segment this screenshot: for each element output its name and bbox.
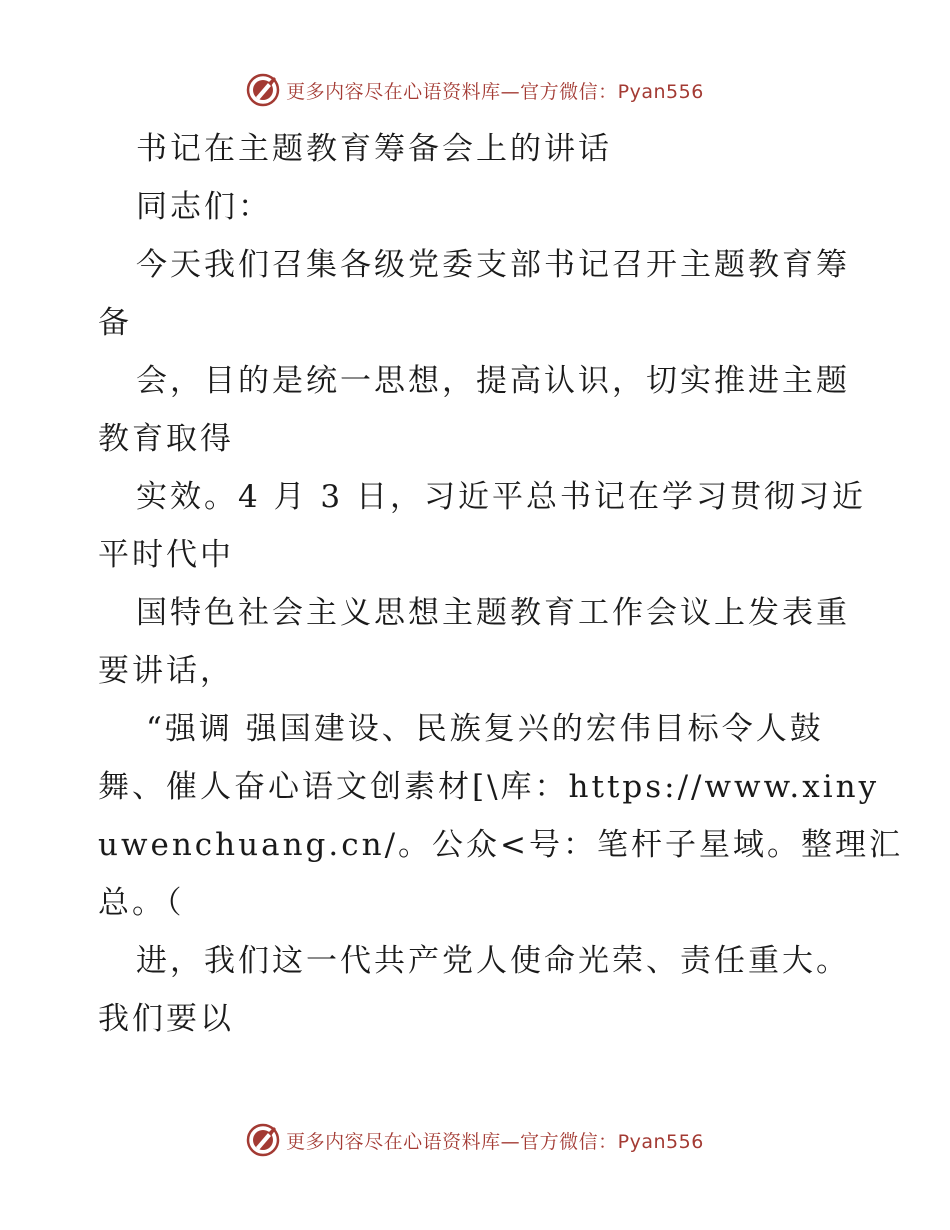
footer-watermark (0, 1120, 950, 1160)
paragraph-line: “强调 强国建设、民族复兴的宏伟目标令人鼓 (146, 711, 824, 747)
watermark-text (286, 1127, 704, 1154)
paragraph-line: 备 (98, 305, 132, 341)
paragraph-line: 平时代中 (98, 537, 234, 573)
paragraph-line: 教育取得 (98, 421, 234, 457)
document-body (98, 120, 903, 1048)
watermark-handle: Pyan556 (617, 80, 704, 103)
paragraph-line: 要讲话， (98, 653, 234, 689)
pen-nib-circle-icon (246, 1123, 280, 1157)
paragraph-line: 国特色社会主义思想主题教育工作会议上发表重 (136, 595, 850, 631)
watermark-handle: Pyan556 (617, 1130, 704, 1153)
paragraph-line: 我们要以 (98, 1001, 234, 1037)
header-watermark (0, 70, 950, 110)
paragraph-line: 进，我们这一代共产党人使命光荣、责任重大。 (136, 943, 850, 979)
paragraph-line: 会，目的是统一思想，提高认识，切实推进主题 (136, 363, 850, 399)
paragraph-line: 实效。4 月 3 日，习近平总书记在学习贯彻习近 (136, 479, 867, 515)
watermark-label: 更多内容尽在心语资料库—官方微信： (286, 1130, 618, 1153)
salutation: 同志们： (136, 189, 272, 225)
pen-nib-circle-icon (246, 73, 280, 107)
paragraph-line: 今天我们召集各级党委支部书记召开主题教育筹 (136, 247, 850, 283)
paragraph-line: 舞、催人奋心语文创素材[\库：https://www.xiny (98, 769, 880, 805)
document-title: 书记在主题教育筹备会上的讲话 (136, 131, 612, 167)
paragraph-line: uwenchuang.cn/。公众<号：笔杆子星域。整理汇 (98, 827, 903, 863)
paragraph-line: 总。（ (98, 885, 185, 921)
watermark-text (286, 77, 704, 104)
watermark-label: 更多内容尽在心语资料库—官方微信： (286, 80, 618, 103)
